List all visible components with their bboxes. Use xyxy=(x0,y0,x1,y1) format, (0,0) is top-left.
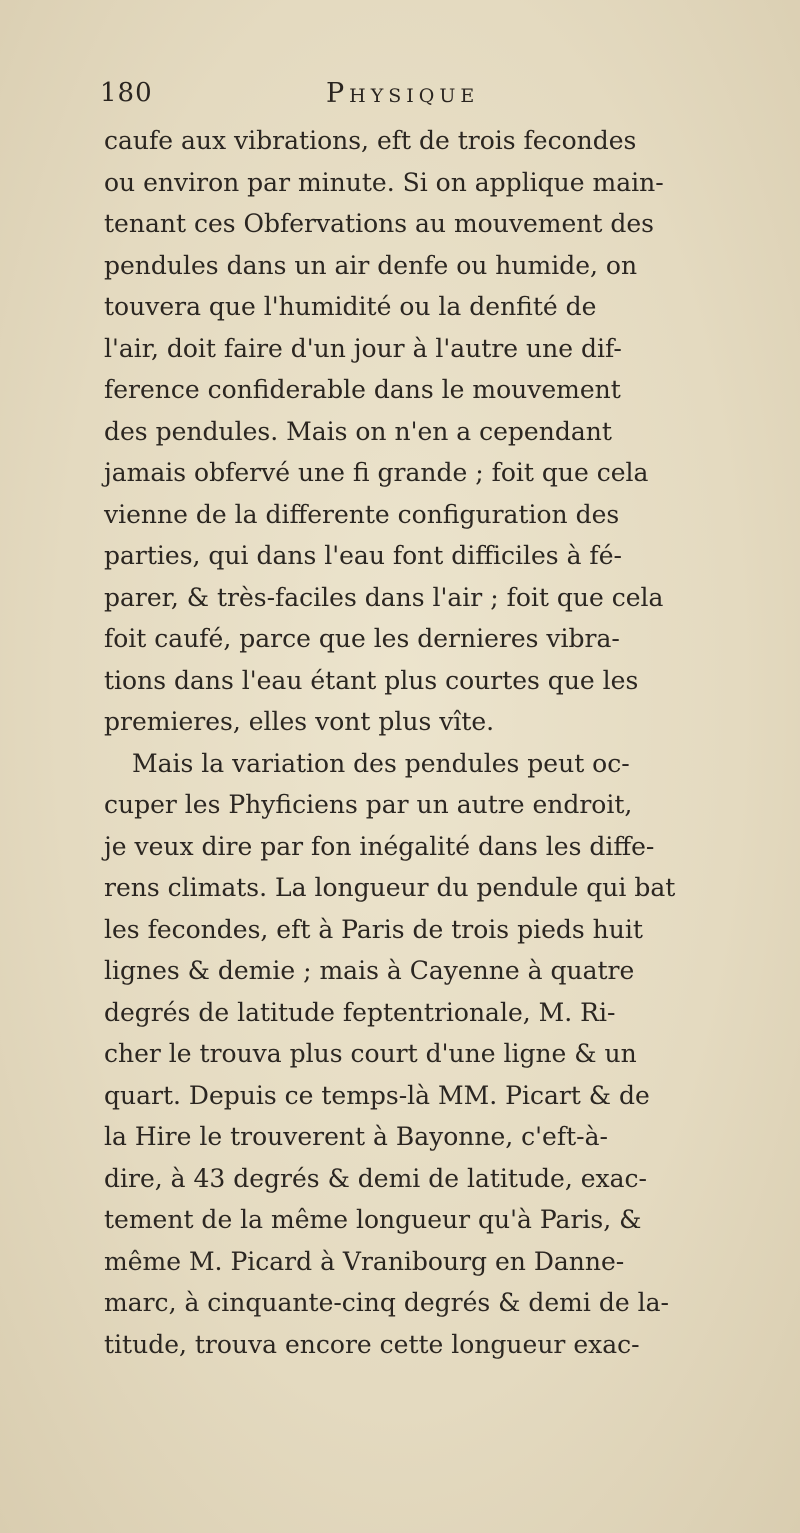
text-line: rens climats. La longueur du pendule qui bat xyxy=(104,873,676,902)
paragraph-start-line: Mais la variation des pendules peut oc- xyxy=(132,748,630,778)
text-line: premieres, elles vont plus vîte. xyxy=(104,707,495,736)
text-line: jamais obfervé une fi grande ; foit que cela xyxy=(104,458,649,487)
text-line: la Hire le trouverent à Bayonne, c'eft-à- xyxy=(104,1122,608,1151)
page-header xyxy=(100,78,720,118)
text-line: je veux dire par fon inégalité dans les diffe- xyxy=(104,831,655,861)
text-line: ference confiderable dans le mouvement xyxy=(104,375,621,404)
text-line: cuper les Phyficiens par un autre endroit, xyxy=(104,790,633,819)
text-line: caufe aux vibrations, eft de trois fecondes xyxy=(104,126,637,155)
text-line: tenant ces Obfervations au mouvement des xyxy=(104,209,654,238)
text-line: parties, qui dans l'eau font difficiles à fé- xyxy=(104,541,622,570)
text-line: l'air, doit faire d'un jour à l'autre une dif- xyxy=(104,333,622,363)
text-line: parer, & très-faciles dans l'air ; foit que cela xyxy=(104,582,664,612)
text-line: cher le trouva plus court d'une ligne & un xyxy=(104,1039,637,1068)
text-line: dire, à 43 degrés & demi de latitude, exac- xyxy=(104,1163,647,1193)
text-line: degrés de latitude feptentrionale, M. Ri- xyxy=(104,997,616,1027)
text-line: tions dans l'eau étant plus courtes que les xyxy=(104,665,639,695)
text-line: tement de la même longueur qu'à Paris, & xyxy=(104,1205,642,1234)
text-line: même M. Picard à Vranibourg en Danne- xyxy=(104,1246,625,1276)
text-line: les fecondes, eft à Paris de trois pieds huit xyxy=(104,914,643,944)
text-line: foit caufé, parce que les dernieres vibra- xyxy=(104,624,620,653)
text-line: marc, à cinquante-cinq degrés & demi de la- xyxy=(104,1288,669,1317)
body-text xyxy=(104,120,794,1365)
text-line: titude, trouva encore cette longueur exac- xyxy=(104,1329,640,1359)
text-line: touvera que l'humidité ou la denfité de xyxy=(104,292,597,321)
text-line: des pendules. Mais on n'en a cependant xyxy=(104,416,612,446)
text-line: vienne de la differente configuration des xyxy=(104,499,620,529)
running-head: Physique xyxy=(326,78,480,109)
text-line: pendules dans un air denfe ou humide, on xyxy=(104,250,638,280)
text-line: quart. Depuis ce temps-là MM. Picart & de xyxy=(104,1080,650,1110)
page-number: 180 xyxy=(100,78,153,108)
text-line: ou environ par minute. Si on applique main- xyxy=(104,167,664,197)
text-line: lignes & demie ; mais à Cayenne à quatre xyxy=(104,956,635,985)
